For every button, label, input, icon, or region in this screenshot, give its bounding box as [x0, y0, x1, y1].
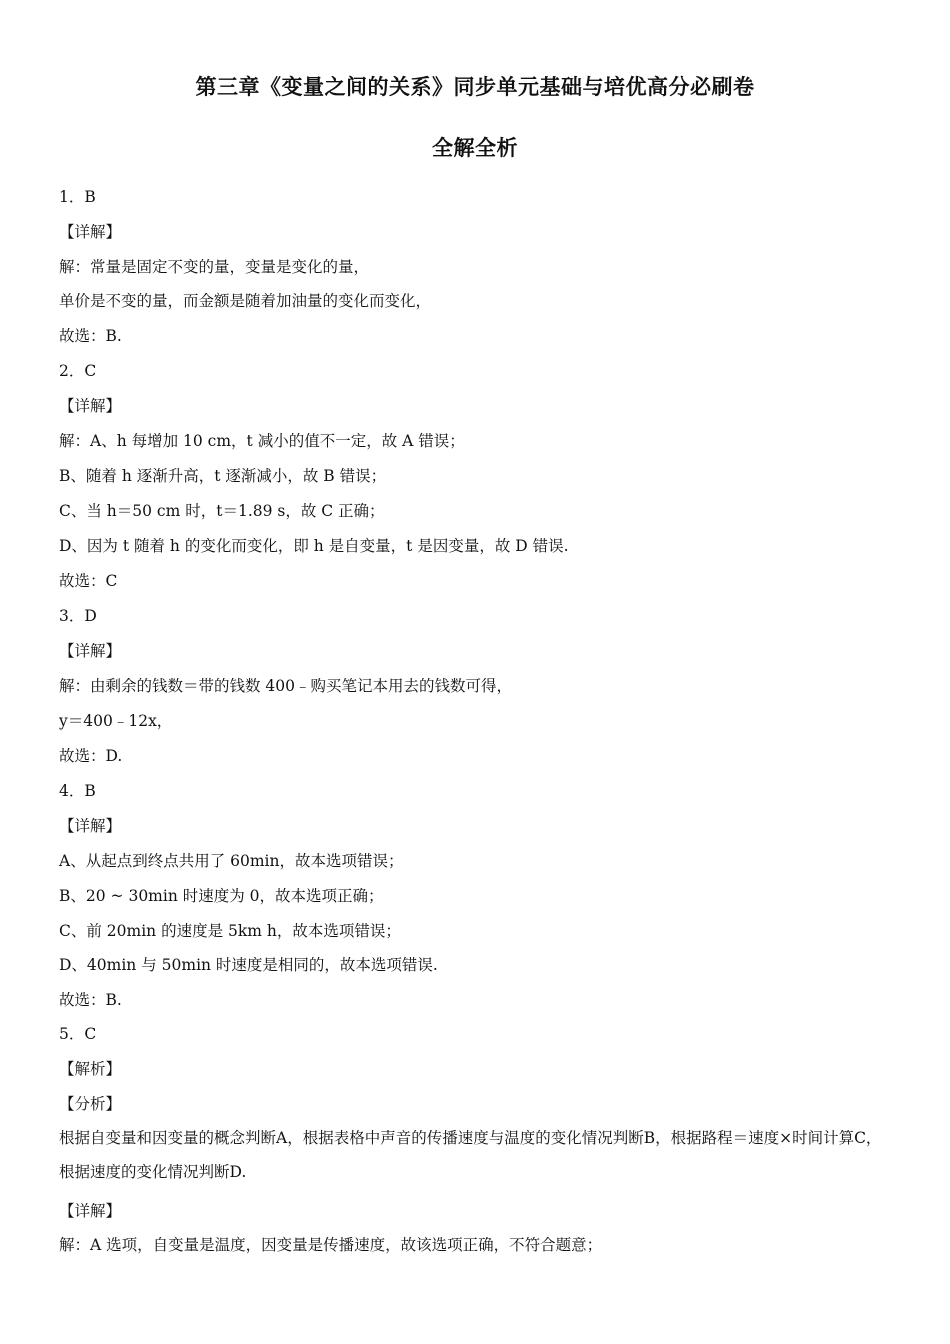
solution-line: A、从起点到终点共用了 60min，故本选项错误；: [59, 852, 404, 870]
solution-line: B、20 ~ 30min 时速度为 0，故本选项正确；: [59, 887, 384, 905]
choice-line: 故选：B.: [59, 327, 122, 345]
answer-3-heading: 3．D: [59, 607, 97, 625]
answer-5-heading: 5．C: [59, 1025, 97, 1043]
detail-label: 【详解】: [59, 642, 122, 660]
detail-label: 【详解】: [59, 223, 122, 241]
solution-line: B、随着 h 逐渐升高，t 逐渐减小，故 B 错误；: [59, 467, 387, 485]
analysis-paragraph: 根据自变量和因变量的概念判断A，根据表格中声音的传播速度与温度的变化情况判断B，根据路程＝速度×时间计算C，根据速度的变化情况判断D.: [59, 1129, 882, 1181]
detail-label: 【详解】: [59, 817, 122, 835]
answer-1-heading: 1．B: [59, 188, 96, 206]
answer-4-heading: 4．B: [59, 782, 96, 800]
page-title: 第三章《变量之间的关系》同步单元基础与培优高分必刷卷: [195, 75, 755, 99]
solution-line: C、前 20min 的速度是 5km h，故本选项错误；: [59, 922, 401, 940]
analysis-label: 【解析】: [59, 1060, 122, 1078]
formula-line: y＝400﹣12x，: [59, 712, 173, 730]
solution-line: C、当 h＝50 cm 时，t＝1.89 s，故 C 正确；: [59, 502, 385, 520]
solution-line: 解：由剩余的钱数＝带的钱数 400﹣购买笔记本用去的钱数可得，: [59, 677, 513, 695]
choice-line: 故选：B.: [59, 991, 122, 1009]
detail-label: 【详解】: [59, 397, 122, 415]
answer-2-heading: 2．C: [59, 362, 97, 380]
solution-line: 单价是不变的量，而金额是随着加油量的变化而变化，: [59, 292, 432, 310]
solution-line: D、40min 与 50min 时速度是相同的，故本选项错误.: [59, 956, 438, 974]
solution-line: 解：A、h 每增加 10 cm，t 减小的值不一定，故 A 错误；: [59, 432, 465, 450]
page-subtitle: 全解全析: [432, 136, 518, 160]
detail-label: 【详解】: [59, 1202, 122, 1220]
choice-line: 故选：C: [59, 572, 118, 590]
solution-line: D、因为 t 随着 h 的变化而变化，即 h 是自变量，t 是因变量，故 D 错误.: [59, 537, 569, 555]
solution-line: 解：常量是固定不变的量，变量是变化的量，: [59, 258, 370, 276]
analysis-subheading: 【分析】: [59, 1095, 122, 1113]
solution-line: 解：A 选项，自变量是温度，因变量是传播速度，故该选项正确，不符合题意；: [59, 1236, 603, 1254]
choice-line: 故选：D.: [59, 747, 123, 765]
